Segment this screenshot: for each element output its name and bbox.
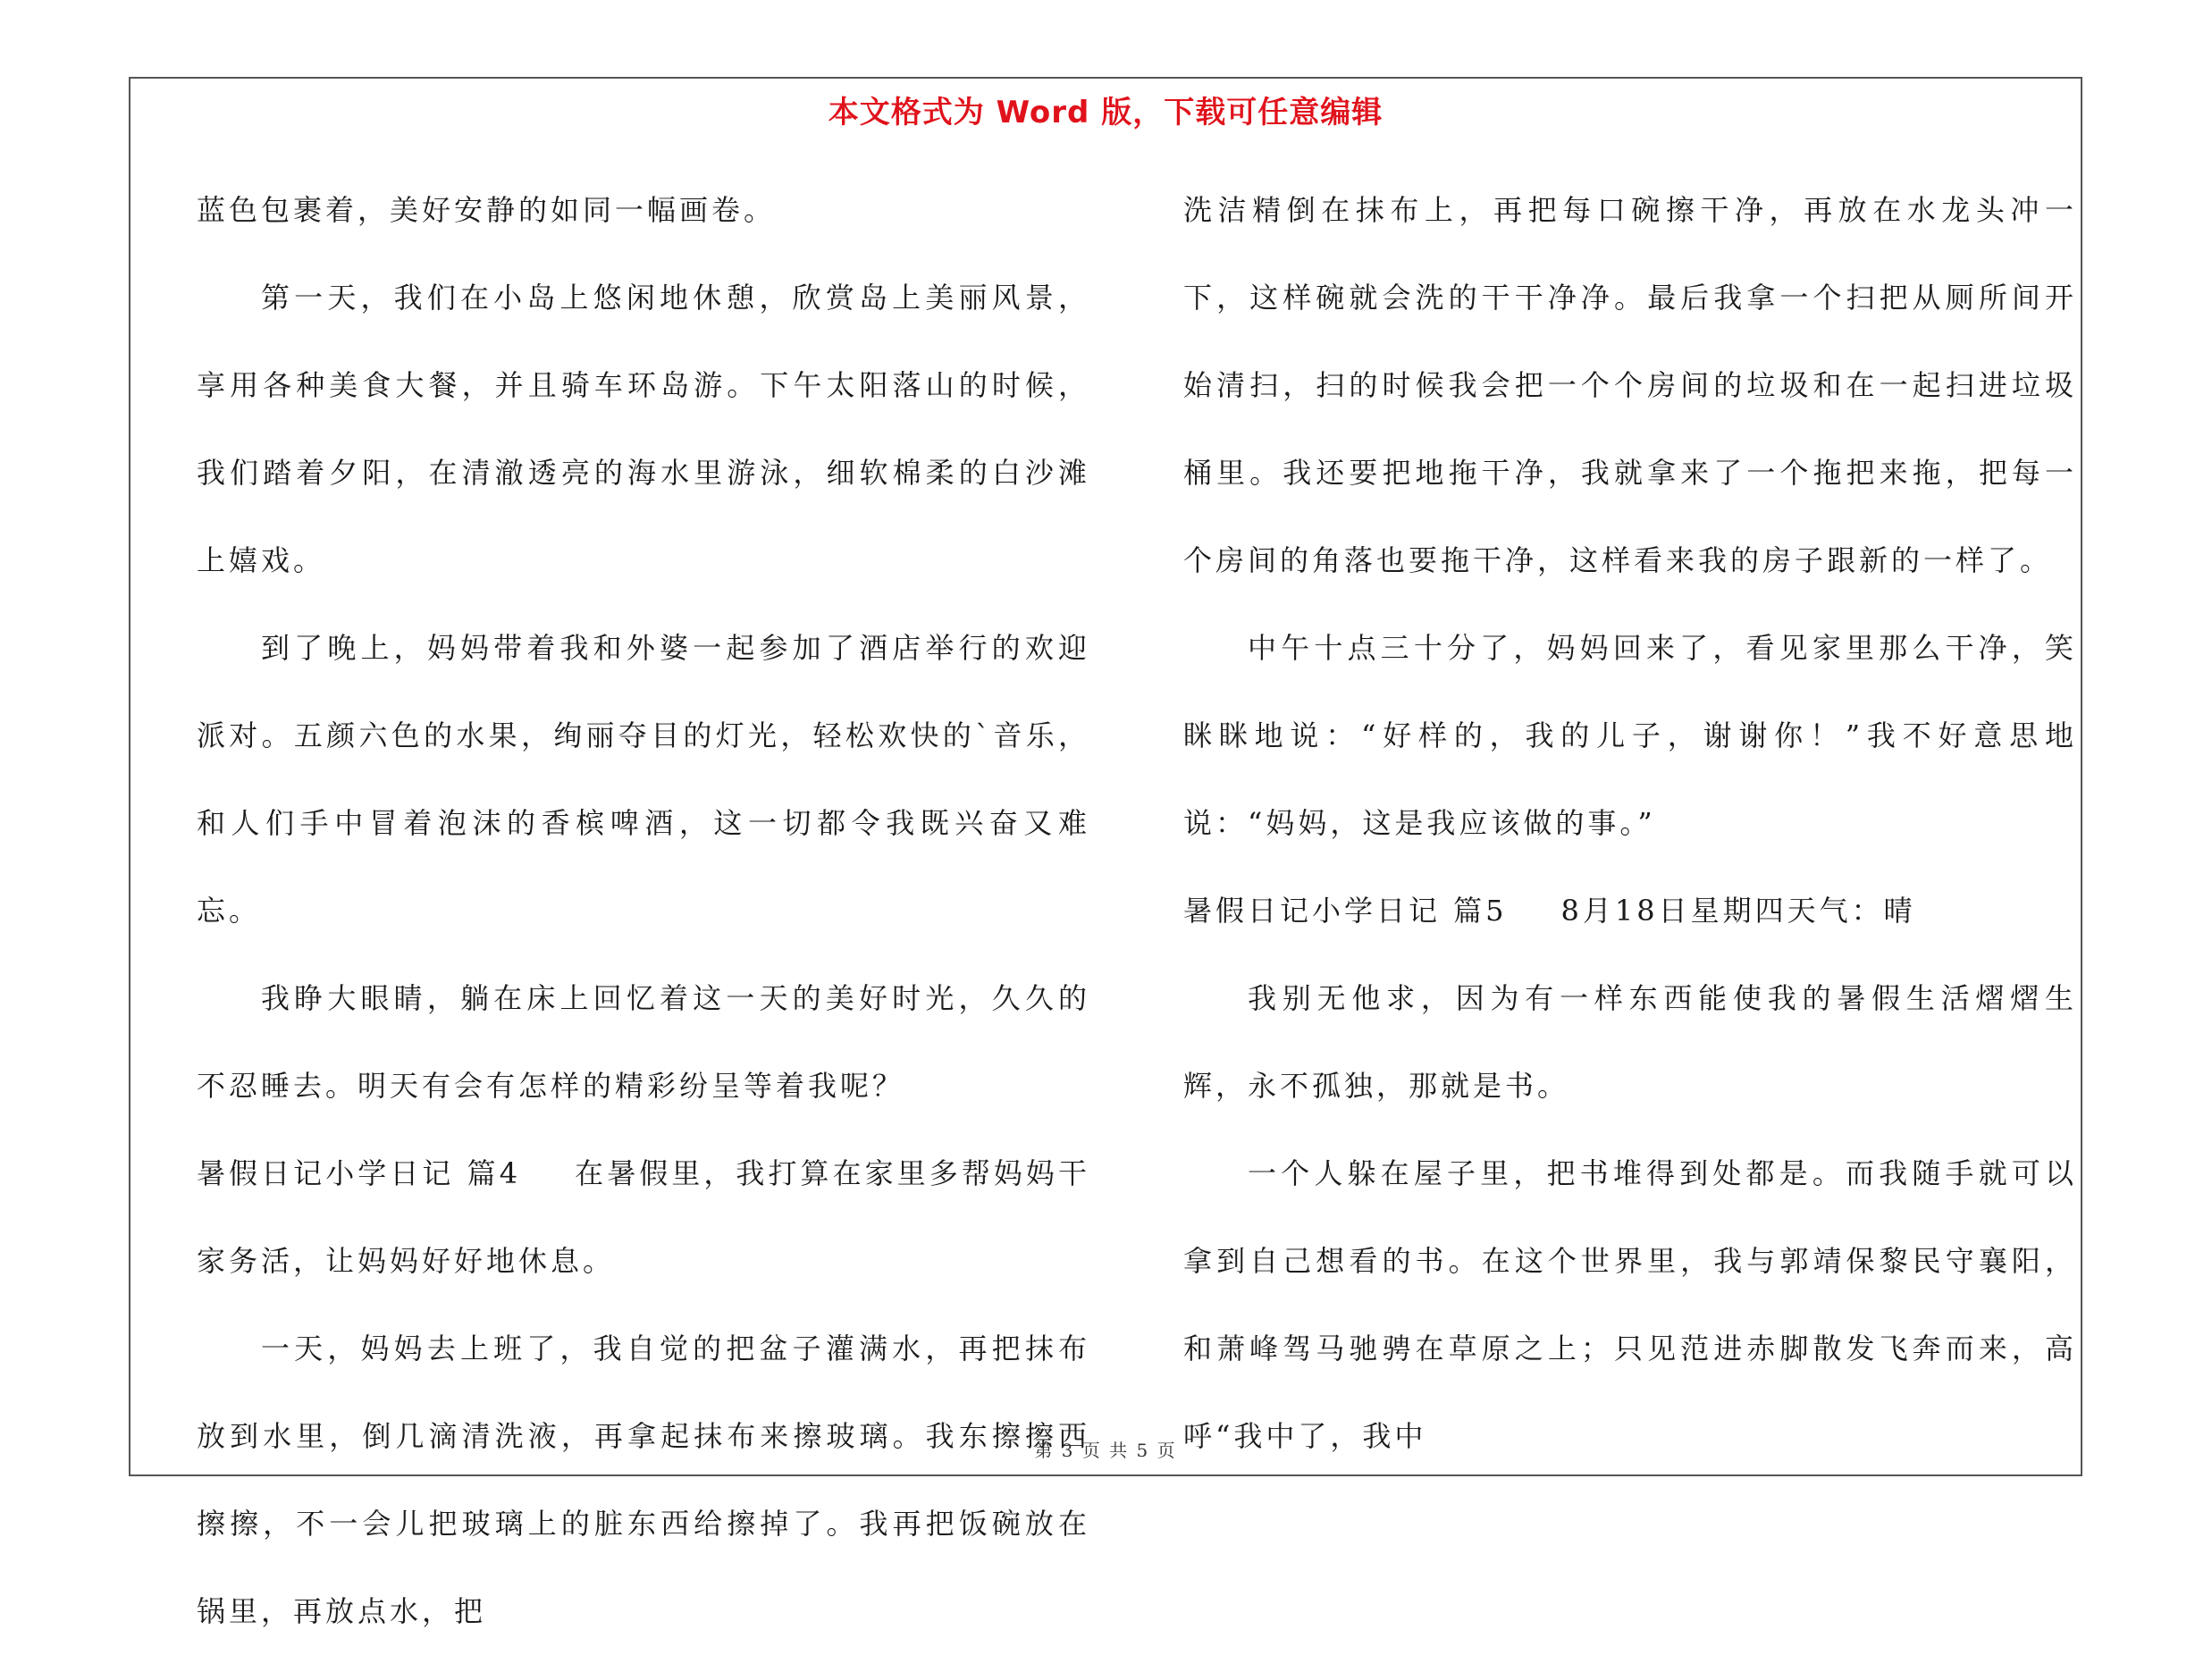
section-heading-text: 在暑假里，我打算在家里多帮妈妈干家务活，让妈妈好好地休息。: [197, 1156, 1090, 1278]
right-column: [1183, 166, 2077, 1480]
paragraph: 我睁大眼睛，躺在床上回忆着这一天的美好时光，久久的不忍睡去。明天有会有怎样的精彩纷呈等着我呢？: [197, 981, 1090, 1103]
section-heading-5: [1183, 867, 2077, 954]
paragraph: 中午十点三十分了，妈妈回来了，看见家里那么干净，笑眯眯地说：“好样的，我的儿子，谢谢你！”我不好意思地说：“妈妈，这是我应该做的事。”: [1183, 631, 2077, 840]
page-frame: [129, 77, 2082, 1628]
paragraph: 一天，妈妈去上班了，我自觉的把盆子灌满水，再把抹布放到水里，倒几滴清洗液，再拿起抹布来擦玻璃。我东擦擦西擦擦，不一会儿把玻璃上的脏东西给擦掉了。我再把饭碗放在锅里，再放点水，把: [197, 1332, 1090, 1628]
section-heading-4: [197, 1130, 1090, 1305]
section-heading-text: 8月18日星期四天气：晴: [1560, 894, 1916, 928]
paragraph: 洗洁精倒在抹布上，再把每口碗擦干净，再放在水龙头冲一下，这样碗就会洗的干干净净。最后我拿一个扫把从厕所间开始清扫，扫的时候我会把一个个房间的垃圾和在一起扫进垃圾桶里。我还要把地拖干净，我就拿来了一个拖把来拖，把每一个房间的角落也要拖干净，这样看来我的房子跟新的一样了。: [1183, 193, 2077, 577]
paragraph: 我别无他求，因为有一样东西能使我的暑假生活熠熠生辉，永不孤独，那就是书。: [1183, 981, 2077, 1103]
paragraph: 一个人躲在屋子里，把书堆得到处都是。而我随手就可以拿到自己想看的书。在这个世界里，我与郭靖保黎民守襄阳，和萧峰驾马驰骋在草原之上；只见范进赤脚散发飞奔而来，高呼“我中了，我中: [1183, 1156, 2077, 1453]
document-header: 本文格式为 Word 版，下载可任意编辑: [828, 95, 1384, 130]
paragraph: 第一天，我们在小岛上悠闲地休憩，欣赏岛上美丽风景，享用各种美食大餐，并且骑车环岛游。下午太阳落山的时候，我们踏着夕阳，在清澈透亮的海水里游泳，细软棉柔的白沙滩上嬉戏。: [197, 281, 1090, 577]
section-heading-title: 暑假日记小学日记 篇4: [197, 1156, 522, 1190]
section-heading-title: 暑假日记小学日记 篇5: [1183, 894, 1508, 928]
left-column: [197, 166, 1090, 1655]
paragraph: 蓝色包裹着，美好安静的如同一幅画卷。: [197, 193, 777, 227]
paragraph: 到了晚上，妈妈带着我和外婆一起参加了酒店举行的欢迎派对。五颜六色的水果，绚丽夺目的灯光，轻松欢快的`音乐，和人们手中冒着泡沫的香槟啤酒，这一切都令我既兴奋又难忘。: [197, 631, 1090, 928]
page-number: 第 3 页 共 5 页: [1034, 1440, 1177, 1461]
